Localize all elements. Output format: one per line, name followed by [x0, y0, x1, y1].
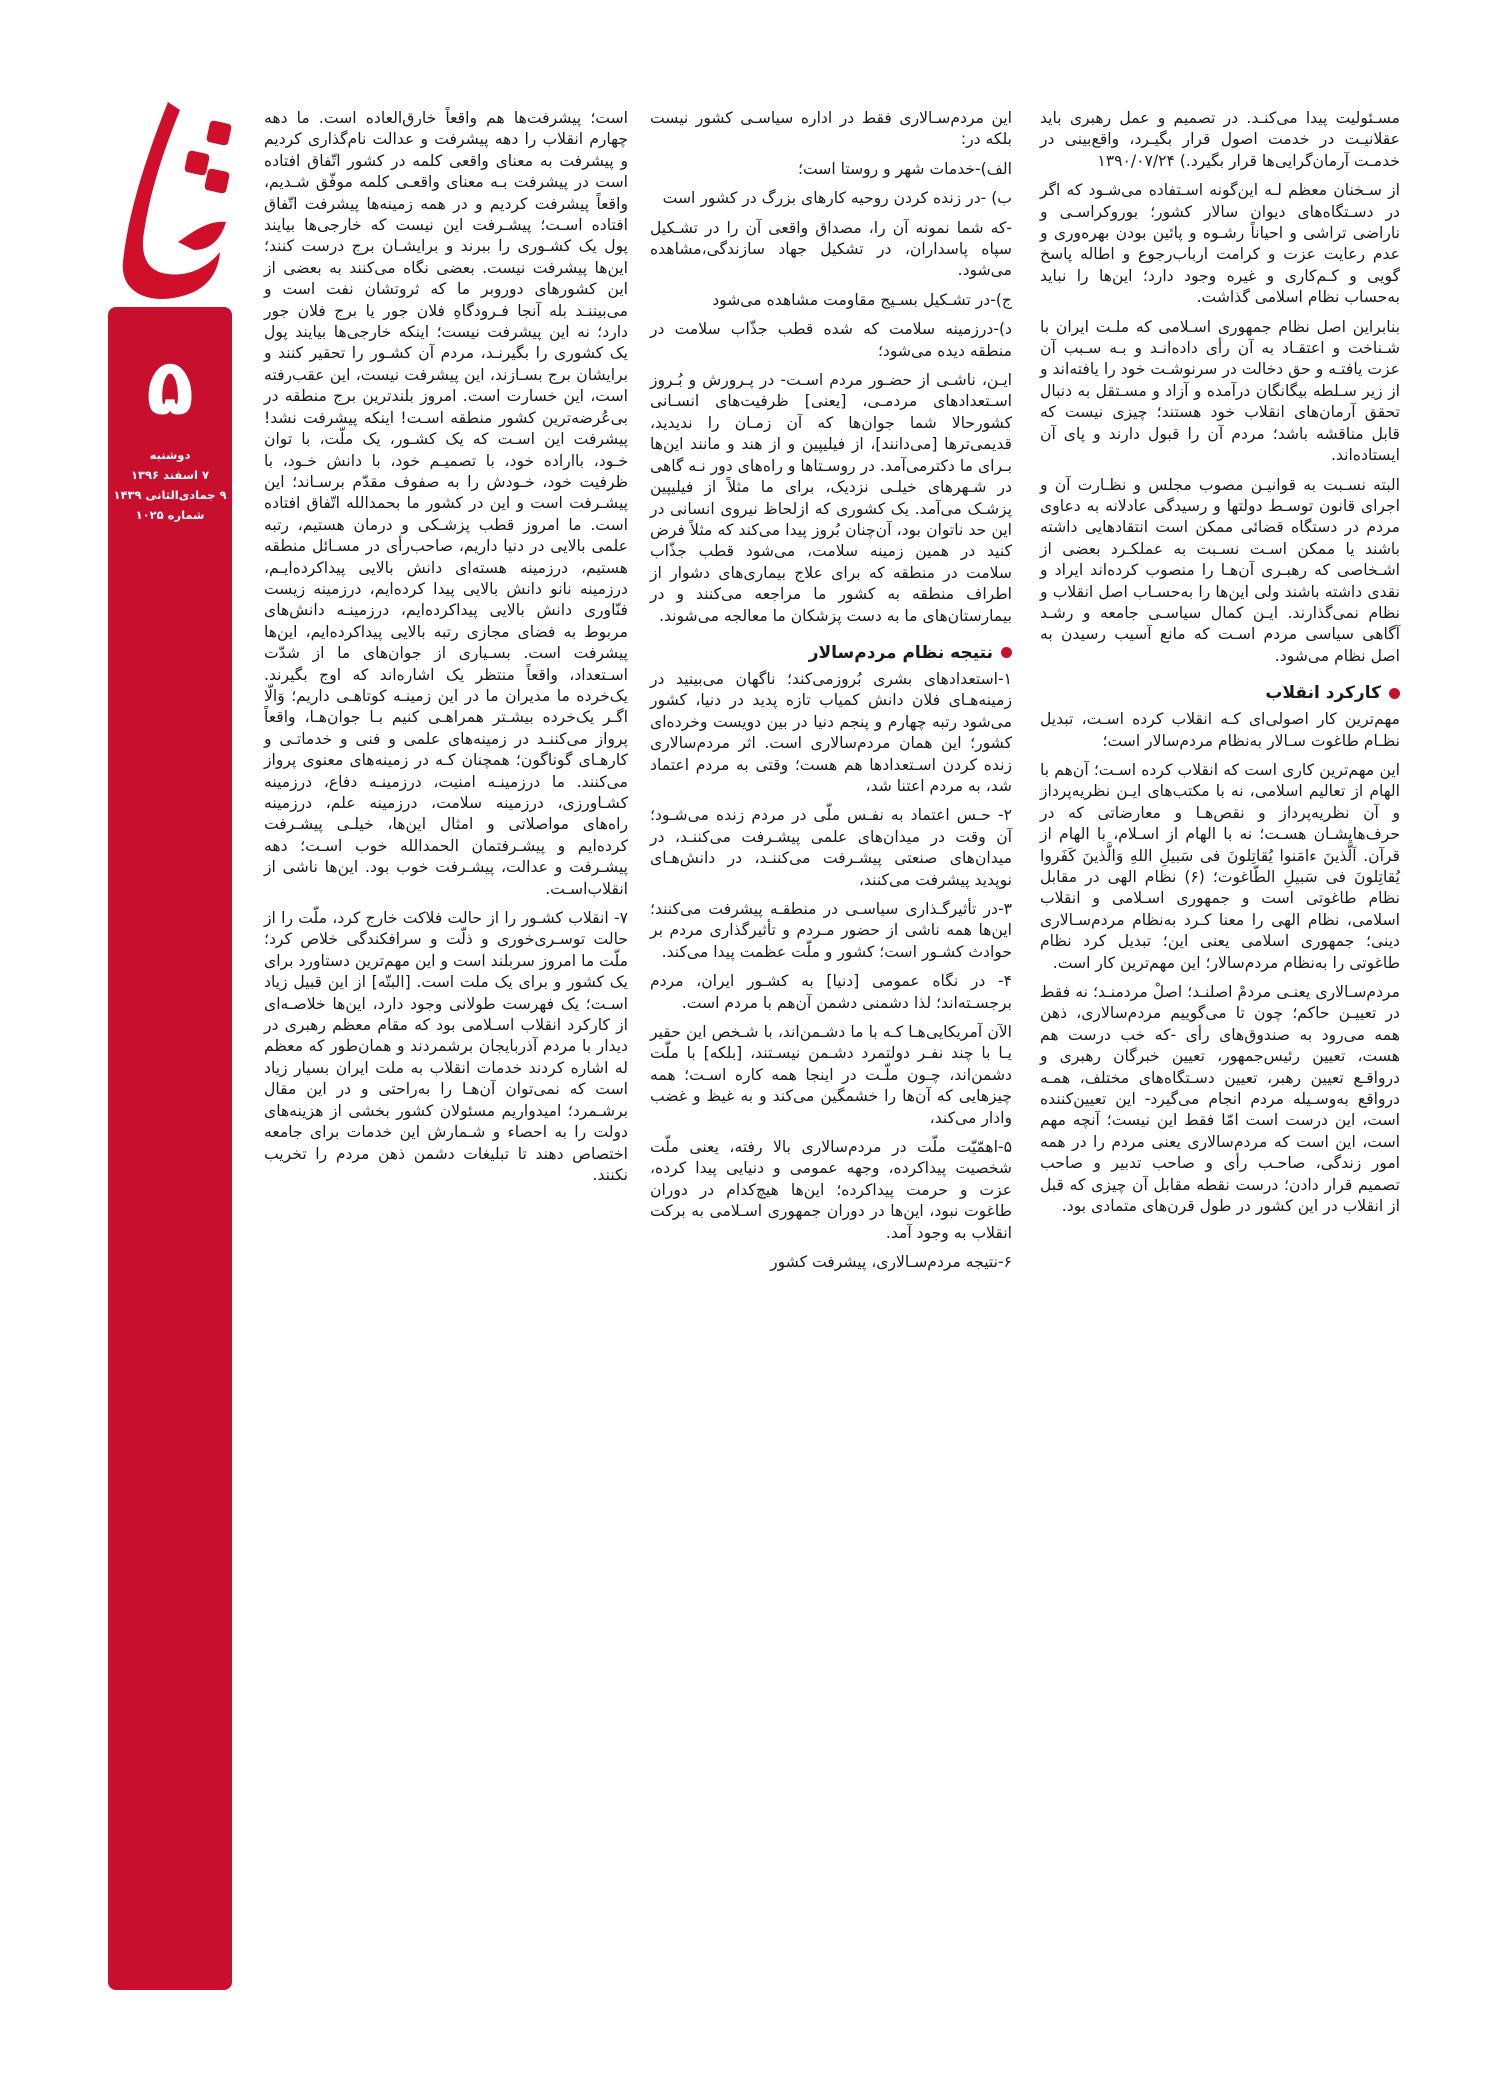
paragraph: از سـخنان معظم لـه این‌گونه اسـتفاده می‌شـود که اگر در دسـتگاه‌های دیوان سالار کشور؛ بوروکراسـی و ناراضی تراشی و احیاناً رشـوه و پائین بودن بهره‌وری و عدم رعایت عزت و کرامت ارباب‌رجوع و اطاله پاسخ گویی و کـم‌کاری و غیره وجود دارد؛ این‌ها را نباید به‌حساب نظام اسلامی گذاشت. — [1040, 181, 1400, 307]
paragraph: مهم‌ترین کار اصولی‌ای کـه انقلاب کرده اسـت، تبدیل نظـام طاغوت سـالار به‌نظام مردم‌سالار است؛ — [1040, 710, 1400, 750]
bullet-icon — [1389, 688, 1400, 699]
paragraph: ج)-در تشـکیل بسـیج مقاومت مشاهده می‌شود — [712, 290, 1012, 309]
article-column-left — [264, 108, 628, 1194]
article-column-middle — [650, 108, 1012, 1282]
paragraph: البته نسـبت به قوانیـن مصوب مجلس و نظـارت آن و اجرای قانون توسـط دولتها و رسیدگی عادلانه به دعاوی مردم در دستگاه قضائی ممکن است انتقادهایی داشته باشند یا ممکن اسـت نسـبت به عملکـرد بعضی از اشـخاصی که رهبـری آن‌هـا را منصوب کرده‌اند ایراد و نقدی داشته باشند ولی این‌ها را به‌حسـاب اصل انقلاب و نظام نمی‌گذارند. ایـن کمال سیاسـی جامعه و رشـد آگاهی سیاسی مردم اسـت که مانع آسیب رسیدن به اصل نظام می‌شود. — [1040, 475, 1400, 665]
paragraph: ۵-اهمّیّت ملّت در مردم‌سالاری بالا رفته، یعنی ملّت شخصیت پیداکرده، وجهه عمومی و دنیایی پیدا کرده، عزت و حرمت پیداکرده؛ این‌ها هیچ‌کدام در دوران طاغوت نبود، این‌ها در دوران جمهوری اسـلامی به برکت انقلاب به وجود آمد. — [650, 1138, 1012, 1242]
paragraph: -که شما نمونه آن را، مصداق واقعی آن را در تشـکیل سپاه پاسداران، در تشکیل جهاد سازندگی،مشاهده می‌شود. — [650, 218, 1012, 280]
paragraph: مسـئولیت پیدا می‌کنـد. در تصمیم و عمل رهبری باید عقلانیـت در خدمت اصول قرار بگیـرد، واقع‌بینی در خدمـت آرمان‌گرایی‌ها قرار بگیرد.) ۱۳۹۰/۰۷/۲۴ — [1040, 109, 1400, 170]
paragraph: ۳-در تأثیرگـذاری سیاسـی در منطقـه پیشرفت می‌کنند؛ این‌ها همه ناشی از حضور مـردم و تأثیرگذاری مردم بر حوادث کشـور است؛ کشور و ملّت عظمت پیدا می‌کند. — [650, 900, 1012, 961]
paragraph: ب) -در زنده کردن روحیه کارهای بزرگ در کشور است — [662, 189, 1012, 208]
paragraph: الآن آمریکایی‌هـا کـه با ما دشـمن‌اند، با شـخص این حقیر یـا با چند نفـر دولتمرد دشـمن نیسـتند، [بلکه] با ملّت دشمن‌اند، چـون ملّـت در اینجا همه کاره اسـت؛ همه چیزهایی که آن‌ها را خشمگین می‌کند و به غیظ و غضب وادار می‌کند، — [650, 1023, 1012, 1127]
date-solar: ۷ اسفند ۱۳۹۶ — [131, 468, 209, 482]
paragraph: این مردم‌سـالاری فقط در اداره سیاسـی کشور نیست بلکه در: — [650, 109, 1012, 149]
section-heading-text: نتیجه نظام مردم‌سالار — [808, 642, 993, 663]
weekday: دوشنبه — [149, 448, 191, 462]
paragraph: ۲- حـس اعتماد به نفـس ملّی در مردم زنده می‌شـود؛ آن وقت در میدان‌های علمی پیشـرفت می‌کننـد، در میدان‌های صنعتی پیشـرفت می‌کننـد، در دانش‌هـای نوپدید پیشرفت می‌کنند، — [650, 806, 1012, 889]
masthead-logo — [108, 92, 234, 307]
paragraph: ۴- در نگاه عمومی [دنیا] به کشـور ایران، مردم برجسـته‌اند؛ لذا دشمنی دشمن آن‌هم با مردم است. — [650, 972, 1012, 1012]
bullet-icon — [1001, 647, 1012, 658]
paragraph: مردم‌سـالاری یعنـی مردمْ اصلنـد؛ اصلْ مردمنـد؛ نه فقط در تعییـن حاکم؛ چون تا می‌گوییم مردم‌سالاری، ذهن همه می‌رود به صندوق‌های رأی -که خب درست هم هست، تعیین رئیس‌جمهور، تعیین خبرگان رهبری و درواقـع تعیین رهبر، تعیین دسـتگاه‌های مختلف، همـه درواقع به‌وسـیله مردم انجام می‌گیرد- این تعیین‌کننده است، این درست است امّا فقط این نیست؛ آنچه مهم است، این است که مردم‌سالاری یعنی مردم را در همه امور زندگی، صاحـب رأی و صاحب تدبیر و صاحب تصمیم قرار دادن؛ درست نقطه مقابل آن چیزی که قبل از انقلاب در این کشور در طول قرن‌های متمادی بود. — [1040, 983, 1400, 1216]
paragraph: بنابراین اصل نظام جمهوری اسـلامی که ملـت ایران با شـناخت و اعتقـاد به آن رأی داده‌انـد و بـه سـبب آن عزت یافتـه و حق دخالت در سرنوشـت خود را یافته‌اند و از زیر سـلطه بیگانگان درآمده و آزاد و مسـتقل به دنبال تحقق آرمان‌های انقلاب خود هستند؛ چیزی نیست که قابل مناقشه باشد؛ مردم آن را قبول دارند و پای آن ایستاده‌اند. — [1040, 317, 1400, 465]
page-number: ۵ — [146, 343, 194, 433]
section-heading-text: کارکرد انقلاب — [1265, 683, 1381, 704]
article-column-right — [1040, 108, 1400, 1226]
date-lunar: ۹ جمادی‌الثانی ۱۴۳۹ — [113, 488, 227, 502]
paragraph: است؛ پیشرفت‌ها هم واقعاً خارق‌العاده است. ما دهه چهارم انقلاب را دهه پیشرفت و عدالت نام‌گذاری کردیم و پیشرفت به معنای واقعی کلمه در کشور اتّفاق افتاده است در پیشرفت بـه معنای واقعـی کلمه موفّق شـدیم، واقعاً پیشرفت کردیم و در همه زمینه‌ها پیشرفت اتّفاق افتاده اسـت؛ پیشـرفت این نیست که خارجی‌ها بیایند پول یک کشـوری را ببرند و برایشـان برج درست کنند؛ این‌ها پیشرفت نیست. بعضی نگاه می‌کنند به بعضی از این کشورهای دوروبر ما که ثروتشان نفت است و می‌بیننـد بله آنجا فـرودگاهِ فلان جور یا برج فلان جور دارد؛ نه این پیشرفت نیست؛ اینکه خارجی‌ها بیایند پول یک کشوری را بگیرنـد، مردم آن کشـور را تحقیر کنند و برایشان برج بسـازند، این پیشرفت نیست، این عقب‌رفته است، این خسارت است. امروز بلندترین برج منطقه در بی‌عُرضه‌ترین کشور منطقه اسـت! اینکه پیشرفت نشد! پیشرفت این اسـت که یک کشـور، یک ملّت، با توان خـود، بااراده خود، با تصمیـم خود، با دانش خـود، با ظرفیت خود، خـودش را به صفوف مقدّم برسـاند؛ این پیشـرفت است و این در کشور ما بحمدالله اتّفاق افتاده است. ما امروز قطب پزشـکی و درمان هستیم، رتبه علمی بالایی در دنیا داریم، صاحب‌رأی در مسـائل منطقه هستیم، درزمینه هسته‌ای دانش بالایی پیداکرده‌ایـم، درزمینه نانو دانش بالایی پیدا کرده‌ایم، درزمینه زیست فنّاوری دانش بالایی پیداکرده‌ایم، درزمینـه دانش‌های مربوط به فضای مجازی رتبه بالایی پیداکرده‌ایم، این‌ها پیشرفت است. بسـیاری از جوان‌های ما از شدّت اسـتعداد، واقعاً منتظر یک اشاره‌اند که اوج بگیرند. یک‌خرده ما مدیران ما در این زمینـه کوتاهـی داریم؛ وَالّا اگـر یک‌خرده بیشـتر همراهـی کنیم بـا جوان‌هـا، واقعاً پرواز می‌کننـد در زمینه‌های علمی و فنی و خدماتـی و کارهـای گوناگون؛ همچنان کـه در زمینه‌های معنوی پرواز می‌کنند. ما درزمینـه امنیت، درزمینـه دفاع، درزمینه کشـاورزی، درزمینه سلامت، درزمینه علم، درزمینه راه‌های مواصلاتی و امثال این‌ها، خیلـی پیشـرفت کرده‌ایم و پیشـرفتمان الحمدالله خوب اسـت؛ دهه پیشـرفت و عدالت، پیشـرفت خوب بود. این‌ها ناشی از انقلاب‌اسـت. — [264, 109, 628, 898]
paragraph: ایـن، ناشـی از حضـور مردم اسـت- در پـرورش و بُـروز اسـتعدادهای مردمـی، [یعنی] ظرفیت‌های انسـانی کشورحالا شما جوان‌ها که آن زمـان را ندیدید، قدیمی‌ترها [می‌دانند]، از فیلیپین و از هند و مانند این‌ها بـرای ما دکترمی‌آمد. در روسـتاها و راه‌های دور نـه گاهی در شـهرهای خیلـی نزدیک، برای ما مثلاً از فیلیپین پزشـک می‌آمد. یک کشوری که ازلحاظ نیروی انسانی در این حد ناتوان بود، آن‌چنان بُروز پیدا می‌کند که مثلاً فرض کنید در همین زمینه سلامت، می‌شود قطب جذّاب سلامت در منطقه که برای علاج بیماری‌های دشوار از اطراف منطقه به کشور ما مراجعه می‌کنند و در بیمارستان‌های ما به دست پزشکان ما معالجه می‌شوند. — [650, 371, 1012, 625]
paragraph: ۶-نتیجه مردم‌سـالاری، پیشرفت کشور — [770, 1253, 1012, 1272]
section-heading — [1040, 681, 1400, 705]
paragraph: الف)-خدمات شهر و روستا است؛ — [797, 159, 1012, 178]
section-heading — [650, 641, 1012, 665]
issue-number: شماره ۱۰۲۵ — [135, 508, 205, 522]
paragraph: د)-درزمینه سلامت که شده قطب جذّاب سلامت در منطقه دیده می‌شود؛ — [650, 320, 1012, 360]
paragraph: این مهم‌ترین کاری است که انقلاب کرده اسـت؛ آن‌هم با الهام از تعالیم اسلامی، نه با مکتب‌های ایـن نظریه‌پرداز و آن نظریه‌پرداز و نقص‌هـا و معارضاتی که در حرف‌هایشـان هسـت؛ نه با الهام از اسـلام، با الهام از قرآن. اَلَّذینَ ءامَنوا یُقاتِلونَ فی سَبیلِ اللهِ وَالَّذینَ کَفَروا یُقاتِلونَ فی سَبیلِ الطّاغوت؛ (۶) نظام الهی در مقابل نظام طاغوتی است و جمهوری اسـلامی و انقلاب اسلامی، نظام الهی را معنا کـرد به‌نظام مردم‌سـالاری دینی؛ جمهوری اسلامی یعنی این؛ تبدیل کرد نظام طاغوتی را به‌نظام مردم‌سالار؛ این مهم‌ترین کار است. — [1040, 760, 1400, 972]
paragraph: ۱-استعدادهای بشری بُروزمی‌کند؛ ناگهان می‌بینید در زمینه‌هـای فلان دانش کمیاب تازه پدید در دنیا، کشور می‌شود رتبه چهارم و پنجم دنیا در بین دویست وخرده‌ای کشور؛ این همان مردم‌سالاری است. اثر مردم‌سالاری زنده کردن اسـتعدادها هم هست؛ وقتی به مردم اعتماد شد، به مردم اعتنا شد، — [650, 669, 1012, 795]
paragraph: ۷- انقلاب کشـور را از حالت فلاکت خارج کرد، ملّت را از حالت توسـری‌خوری و ذلّت و سرافکندگی خلاص کرد؛ ملّت ما امروز سربلند است و این مهم‌ترین دستاورد برای یک کشور و برای یک ملت است. [البتّه] از این قبیل زیاد اسـت؛ یک فهرست طولانی وجود دارد، این‌ها خلاصـه‌ای از کارکرد انقلاب اسـلامی بود که مقام معظم رهبری در دیدار با مردم آذربایجان برشمردند و همان‌طور که معظم له اشاره کردند خدمات انقلاب به ملت ایران بسیار زیاد است که نمی‌توان آن‌هـا را به‌راحتی و در این مقال برشـمرد؛ امیدواریم مسئولان کشور بخشی از هزینه‌های دولت را به احصاء و شـمارش این خدمات برای جامعه اختصاص دهند تا تبلیغات دشمن ذهن مردم را تخریب نکنند. — [264, 909, 628, 1184]
page-info-sidebar — [108, 307, 232, 1990]
